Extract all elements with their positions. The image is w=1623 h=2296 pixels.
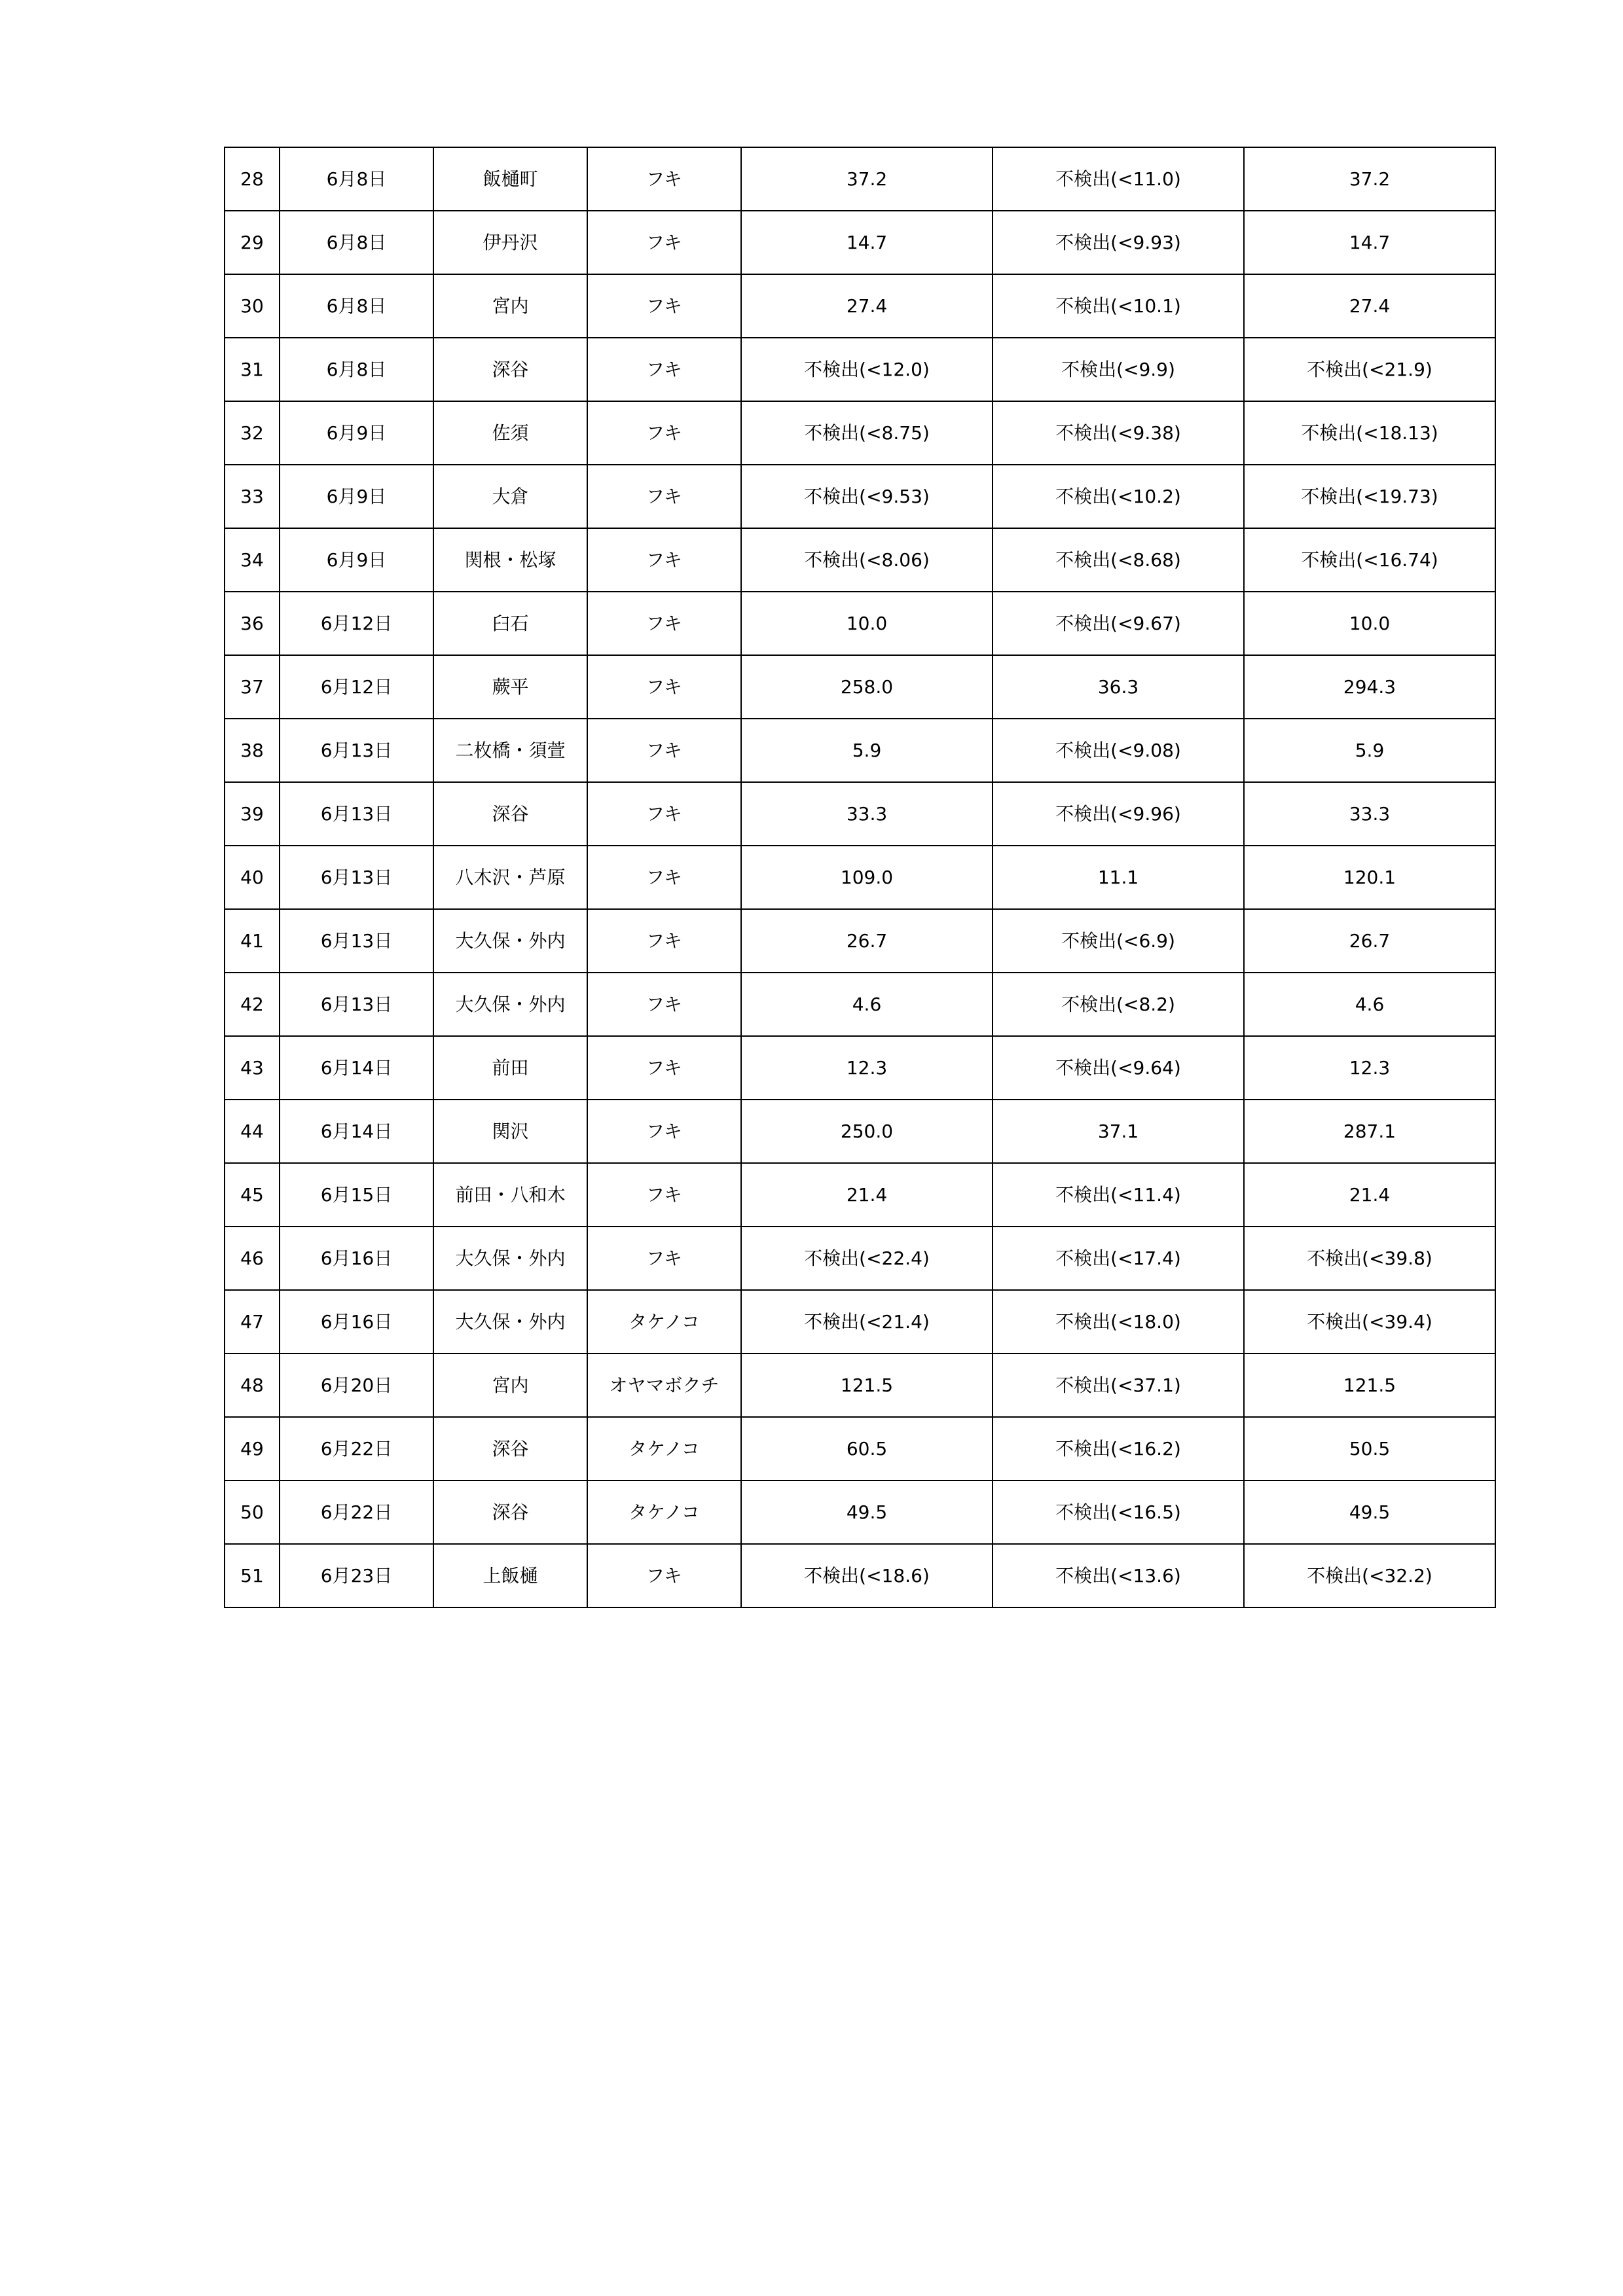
cell-value-2: 不検出(<37.1) [993,1354,1244,1417]
cell-date: 6月14日 [280,1036,433,1100]
cell-value-total: 21.4 [1244,1163,1495,1227]
cell-value-1: 258.0 [741,655,993,719]
cell-value-total: 不検出(<19.73) [1244,465,1495,528]
cell-number: 28 [225,147,280,211]
cell-value-1: 5.9 [741,719,993,782]
cell-date: 6月12日 [280,592,433,655]
cell-item: フキ [587,655,741,719]
cell-value-2: 不検出(<13.6) [993,1544,1244,1607]
table-row [225,211,1495,274]
cell-number: 31 [225,338,280,401]
cell-location: 深谷 [433,1417,587,1480]
cell-value-total: 不検出(<16.74) [1244,528,1495,592]
cell-value-1: 不検出(<12.0) [741,338,993,401]
cell-value-2: 不検出(<16.5) [993,1480,1244,1544]
table-row [225,338,1495,401]
cell-value-2: 不検出(<9.38) [993,401,1244,465]
cell-location: 大久保・外内 [433,1290,587,1354]
cell-item: フキ [587,1163,741,1227]
cell-value-1: 14.7 [741,211,993,274]
cell-location: 前田 [433,1036,587,1100]
cell-number: 44 [225,1100,280,1163]
cell-location: 八木沢・芦原 [433,846,587,909]
cell-value-1: 12.3 [741,1036,993,1100]
cell-value-1: 121.5 [741,1354,993,1417]
cell-value-2: 不検出(<11.4) [993,1163,1244,1227]
cell-value-1: 37.2 [741,147,993,211]
cell-date: 6月8日 [280,147,433,211]
table-row [225,1100,1495,1163]
results-table-body [225,147,1495,1607]
cell-item: フキ [587,1036,741,1100]
cell-item: フキ [587,719,741,782]
cell-value-2: 11.1 [993,846,1244,909]
cell-value-total: 37.2 [1244,147,1495,211]
cell-value-2: 37.1 [993,1100,1244,1163]
cell-number: 36 [225,592,280,655]
cell-value-2: 不検出(<9.64) [993,1036,1244,1100]
cell-number: 40 [225,846,280,909]
table-row [225,1036,1495,1100]
results-table [224,147,1496,1608]
cell-value-total: 10.0 [1244,592,1495,655]
cell-value-1: 不検出(<8.06) [741,528,993,592]
cell-number: 42 [225,973,280,1036]
cell-date: 6月23日 [280,1544,433,1607]
table-row [225,1480,1495,1544]
cell-value-2: 不検出(<11.0) [993,147,1244,211]
cell-location: 宮内 [433,1354,587,1417]
cell-value-1: 21.4 [741,1163,993,1227]
cell-value-1: 250.0 [741,1100,993,1163]
cell-location: 前田・八和木 [433,1163,587,1227]
cell-number: 50 [225,1480,280,1544]
cell-value-2: 不検出(<9.67) [993,592,1244,655]
cell-date: 6月9日 [280,401,433,465]
cell-value-1: 33.3 [741,782,993,846]
cell-item: フキ [587,211,741,274]
cell-location: 佐須 [433,401,587,465]
cell-number: 47 [225,1290,280,1354]
cell-value-2: 不検出(<9.96) [993,782,1244,846]
cell-item: フキ [587,592,741,655]
cell-location: 上飯樋 [433,1544,587,1607]
table-row [225,655,1495,719]
cell-date: 6月8日 [280,338,433,401]
table-row [225,401,1495,465]
table-row [225,274,1495,338]
table-row [225,592,1495,655]
cell-value-1: 49.5 [741,1480,993,1544]
cell-value-1: 27.4 [741,274,993,338]
cell-value-total: 50.5 [1244,1417,1495,1480]
cell-value-2: 不検出(<18.0) [993,1290,1244,1354]
cell-value-total: 27.4 [1244,274,1495,338]
cell-item: フキ [587,782,741,846]
cell-value-total: 不検出(<39.8) [1244,1227,1495,1290]
cell-location: 大久保・外内 [433,909,587,973]
cell-value-total: 33.3 [1244,782,1495,846]
cell-date: 6月12日 [280,655,433,719]
table-row [225,1163,1495,1227]
cell-value-total: 不検出(<32.2) [1244,1544,1495,1607]
cell-location: 二枚橋・須萱 [433,719,587,782]
cell-number: 33 [225,465,280,528]
cell-item: フキ [587,1227,741,1290]
cell-value-1: 不検出(<8.75) [741,401,993,465]
table-row [225,147,1495,211]
cell-date: 6月14日 [280,1100,433,1163]
cell-value-2: 不検出(<10.2) [993,465,1244,528]
cell-number: 29 [225,211,280,274]
cell-item: フキ [587,973,741,1036]
cell-value-2: 不検出(<9.08) [993,719,1244,782]
cell-value-1: 10.0 [741,592,993,655]
table-row [225,465,1495,528]
cell-value-1: 不検出(<22.4) [741,1227,993,1290]
table-row [225,909,1495,973]
cell-item: フキ [587,338,741,401]
cell-number: 48 [225,1354,280,1417]
cell-number: 37 [225,655,280,719]
cell-value-total: 14.7 [1244,211,1495,274]
table-row [225,1227,1495,1290]
cell-number: 32 [225,401,280,465]
cell-value-total: 12.3 [1244,1036,1495,1100]
table-row [225,1354,1495,1417]
cell-value-total: 不検出(<18.13) [1244,401,1495,465]
cell-value-1: 60.5 [741,1417,993,1480]
cell-location: 大久保・外内 [433,1227,587,1290]
cell-number: 43 [225,1036,280,1100]
table-row [225,528,1495,592]
cell-value-2: 不検出(<9.9) [993,338,1244,401]
cell-item: フキ [587,401,741,465]
cell-location: 深谷 [433,1480,587,1544]
cell-number: 51 [225,1544,280,1607]
cell-value-2: 不検出(<8.68) [993,528,1244,592]
cell-value-2: 不検出(<6.9) [993,909,1244,973]
cell-value-total: 4.6 [1244,973,1495,1036]
cell-value-1: 109.0 [741,846,993,909]
cell-location: 伊丹沢 [433,211,587,274]
cell-item: タケノコ [587,1290,741,1354]
cell-location: 蕨平 [433,655,587,719]
cell-number: 46 [225,1227,280,1290]
cell-number: 38 [225,719,280,782]
cell-value-total: 5.9 [1244,719,1495,782]
cell-date: 6月8日 [280,274,433,338]
cell-date: 6月13日 [280,782,433,846]
cell-location: 深谷 [433,782,587,846]
cell-date: 6月16日 [280,1290,433,1354]
cell-location: 宮内 [433,274,587,338]
cell-number: 34 [225,528,280,592]
cell-number: 41 [225,909,280,973]
cell-value-2: 不検出(<10.1) [993,274,1244,338]
cell-value-total: 294.3 [1244,655,1495,719]
cell-item: タケノコ [587,1480,741,1544]
cell-value-1: 不検出(<9.53) [741,465,993,528]
cell-value-total: 120.1 [1244,846,1495,909]
cell-date: 6月20日 [280,1354,433,1417]
cell-date: 6月13日 [280,909,433,973]
cell-number: 39 [225,782,280,846]
cell-location: 大久保・外内 [433,973,587,1036]
cell-date: 6月8日 [280,211,433,274]
cell-number: 45 [225,1163,280,1227]
cell-item: フキ [587,274,741,338]
cell-item: フキ [587,528,741,592]
cell-value-1: 4.6 [741,973,993,1036]
cell-value-1: 不検出(<21.4) [741,1290,993,1354]
cell-value-total: 121.5 [1244,1354,1495,1417]
cell-item: タケノコ [587,1417,741,1480]
cell-value-2: 不検出(<9.93) [993,211,1244,274]
cell-value-2: 不検出(<17.4) [993,1227,1244,1290]
cell-date: 6月9日 [280,528,433,592]
cell-date: 6月22日 [280,1417,433,1480]
cell-item: フキ [587,1544,741,1607]
table-row [225,719,1495,782]
cell-location: 関根・松塚 [433,528,587,592]
cell-item: フキ [587,846,741,909]
cell-location: 関沢 [433,1100,587,1163]
table-row [225,973,1495,1036]
cell-value-2: 不検出(<8.2) [993,973,1244,1036]
cell-value-1: 26.7 [741,909,993,973]
cell-number: 30 [225,274,280,338]
cell-date: 6月13日 [280,973,433,1036]
cell-item: フキ [587,465,741,528]
table-row [225,846,1495,909]
table-row [225,1417,1495,1480]
cell-location: 大倉 [433,465,587,528]
cell-location: 飯樋町 [433,147,587,211]
cell-date: 6月22日 [280,1480,433,1544]
cell-value-2: 不検出(<16.2) [993,1417,1244,1480]
cell-date: 6月13日 [280,719,433,782]
cell-number: 49 [225,1417,280,1480]
cell-value-total: 26.7 [1244,909,1495,973]
table-row [225,1544,1495,1607]
cell-item: フキ [587,1100,741,1163]
cell-item: フキ [587,147,741,211]
cell-date: 6月9日 [280,465,433,528]
cell-item: オヤマボクチ [587,1354,741,1417]
cell-value-1: 不検出(<18.6) [741,1544,993,1607]
cell-value-total: 不検出(<21.9) [1244,338,1495,401]
cell-date: 6月13日 [280,846,433,909]
cell-item: フキ [587,909,741,973]
cell-value-total: 287.1 [1244,1100,1495,1163]
cell-value-2: 36.3 [993,655,1244,719]
cell-date: 6月16日 [280,1227,433,1290]
cell-location: 深谷 [433,338,587,401]
table-row [225,1290,1495,1354]
cell-location: 臼石 [433,592,587,655]
cell-value-total: 49.5 [1244,1480,1495,1544]
cell-date: 6月15日 [280,1163,433,1227]
cell-value-total: 不検出(<39.4) [1244,1290,1495,1354]
table-row [225,782,1495,846]
